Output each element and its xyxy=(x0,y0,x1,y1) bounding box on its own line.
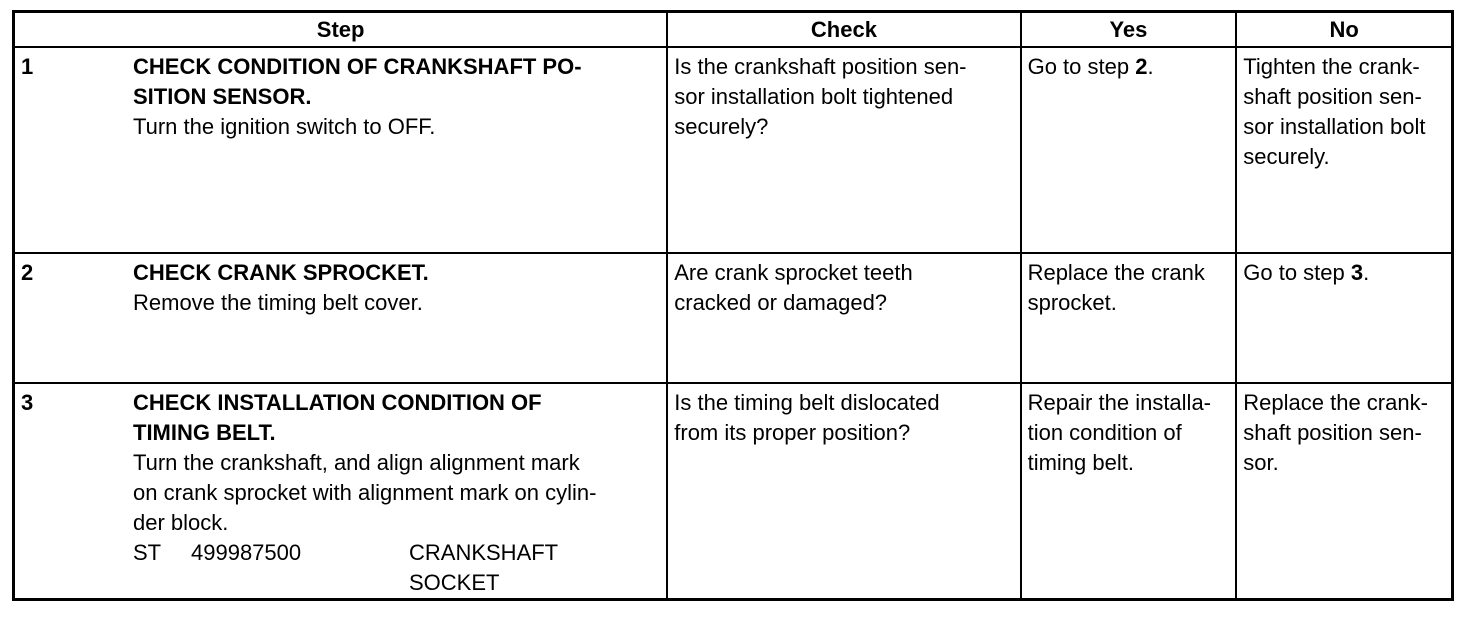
table-row xyxy=(14,253,1453,383)
step-instruction: Remove the timing belt cover. xyxy=(133,290,423,315)
yes-step-ref: 2 xyxy=(1135,54,1148,79)
no-text: Go to step xyxy=(1243,260,1351,285)
check-cell: Are crank sprocket teeth cracked or damaged? xyxy=(667,253,1020,383)
step-instruction: Turn the crankshaft, and align alignment mark on crank sprocket with alignment mark on cylin- der block. xyxy=(133,450,597,535)
diagnostic-table xyxy=(12,10,1454,601)
step-cell xyxy=(14,253,668,383)
step-cell xyxy=(14,47,668,253)
step-number: 1 xyxy=(21,54,34,79)
special-tool-line xyxy=(133,538,648,598)
yes-suffix: . xyxy=(1147,54,1154,79)
no-cell: Tighten the crank- shaft position sen- sor installation bolt securely. xyxy=(1236,47,1452,253)
yes-cell xyxy=(1021,47,1237,253)
check-cell: Is the crankshaft position sen- sor installation bolt tightened securely? xyxy=(667,47,1020,253)
no-step-ref: 3 xyxy=(1350,260,1364,285)
step-number: 2 xyxy=(21,260,34,285)
header-row xyxy=(14,12,1453,48)
step-instruction: Turn the ignition switch to OFF. xyxy=(133,114,436,139)
step-number: 3 xyxy=(21,390,34,415)
table-row xyxy=(14,383,1453,600)
check-cell: Is the timing belt dislocated from its proper position? xyxy=(667,383,1020,600)
step-cell xyxy=(14,383,668,600)
yes-cell: Replace the crank sprocket. xyxy=(1021,253,1237,383)
no-cell: Replace the crank- shaft position sen- sor. xyxy=(1236,383,1452,600)
step-title: CHECK CRANK SPROCKET. xyxy=(133,260,429,285)
step-title: CHECK CONDITION OF CRANKSHAFT PO- SITION SENSOR. xyxy=(133,54,582,109)
no-cell xyxy=(1236,253,1452,383)
header-step: Step xyxy=(14,12,668,48)
no-suffix: . xyxy=(1363,260,1370,285)
header-check: Check xyxy=(667,12,1020,48)
st-label: ST xyxy=(133,540,162,565)
st-name: CRANKSHAFT SOCKET xyxy=(409,540,559,595)
header-no: No xyxy=(1236,12,1452,48)
st-number: 499987500 xyxy=(191,540,302,565)
yes-cell: Repair the installa- tion condition of timing belt. xyxy=(1021,383,1237,600)
table-row xyxy=(14,47,1453,253)
yes-text: Go to step xyxy=(1027,54,1136,79)
step-title: CHECK INSTALLATION CONDITION OF TIMING BELT. xyxy=(133,390,542,445)
header-yes: Yes xyxy=(1021,12,1237,48)
